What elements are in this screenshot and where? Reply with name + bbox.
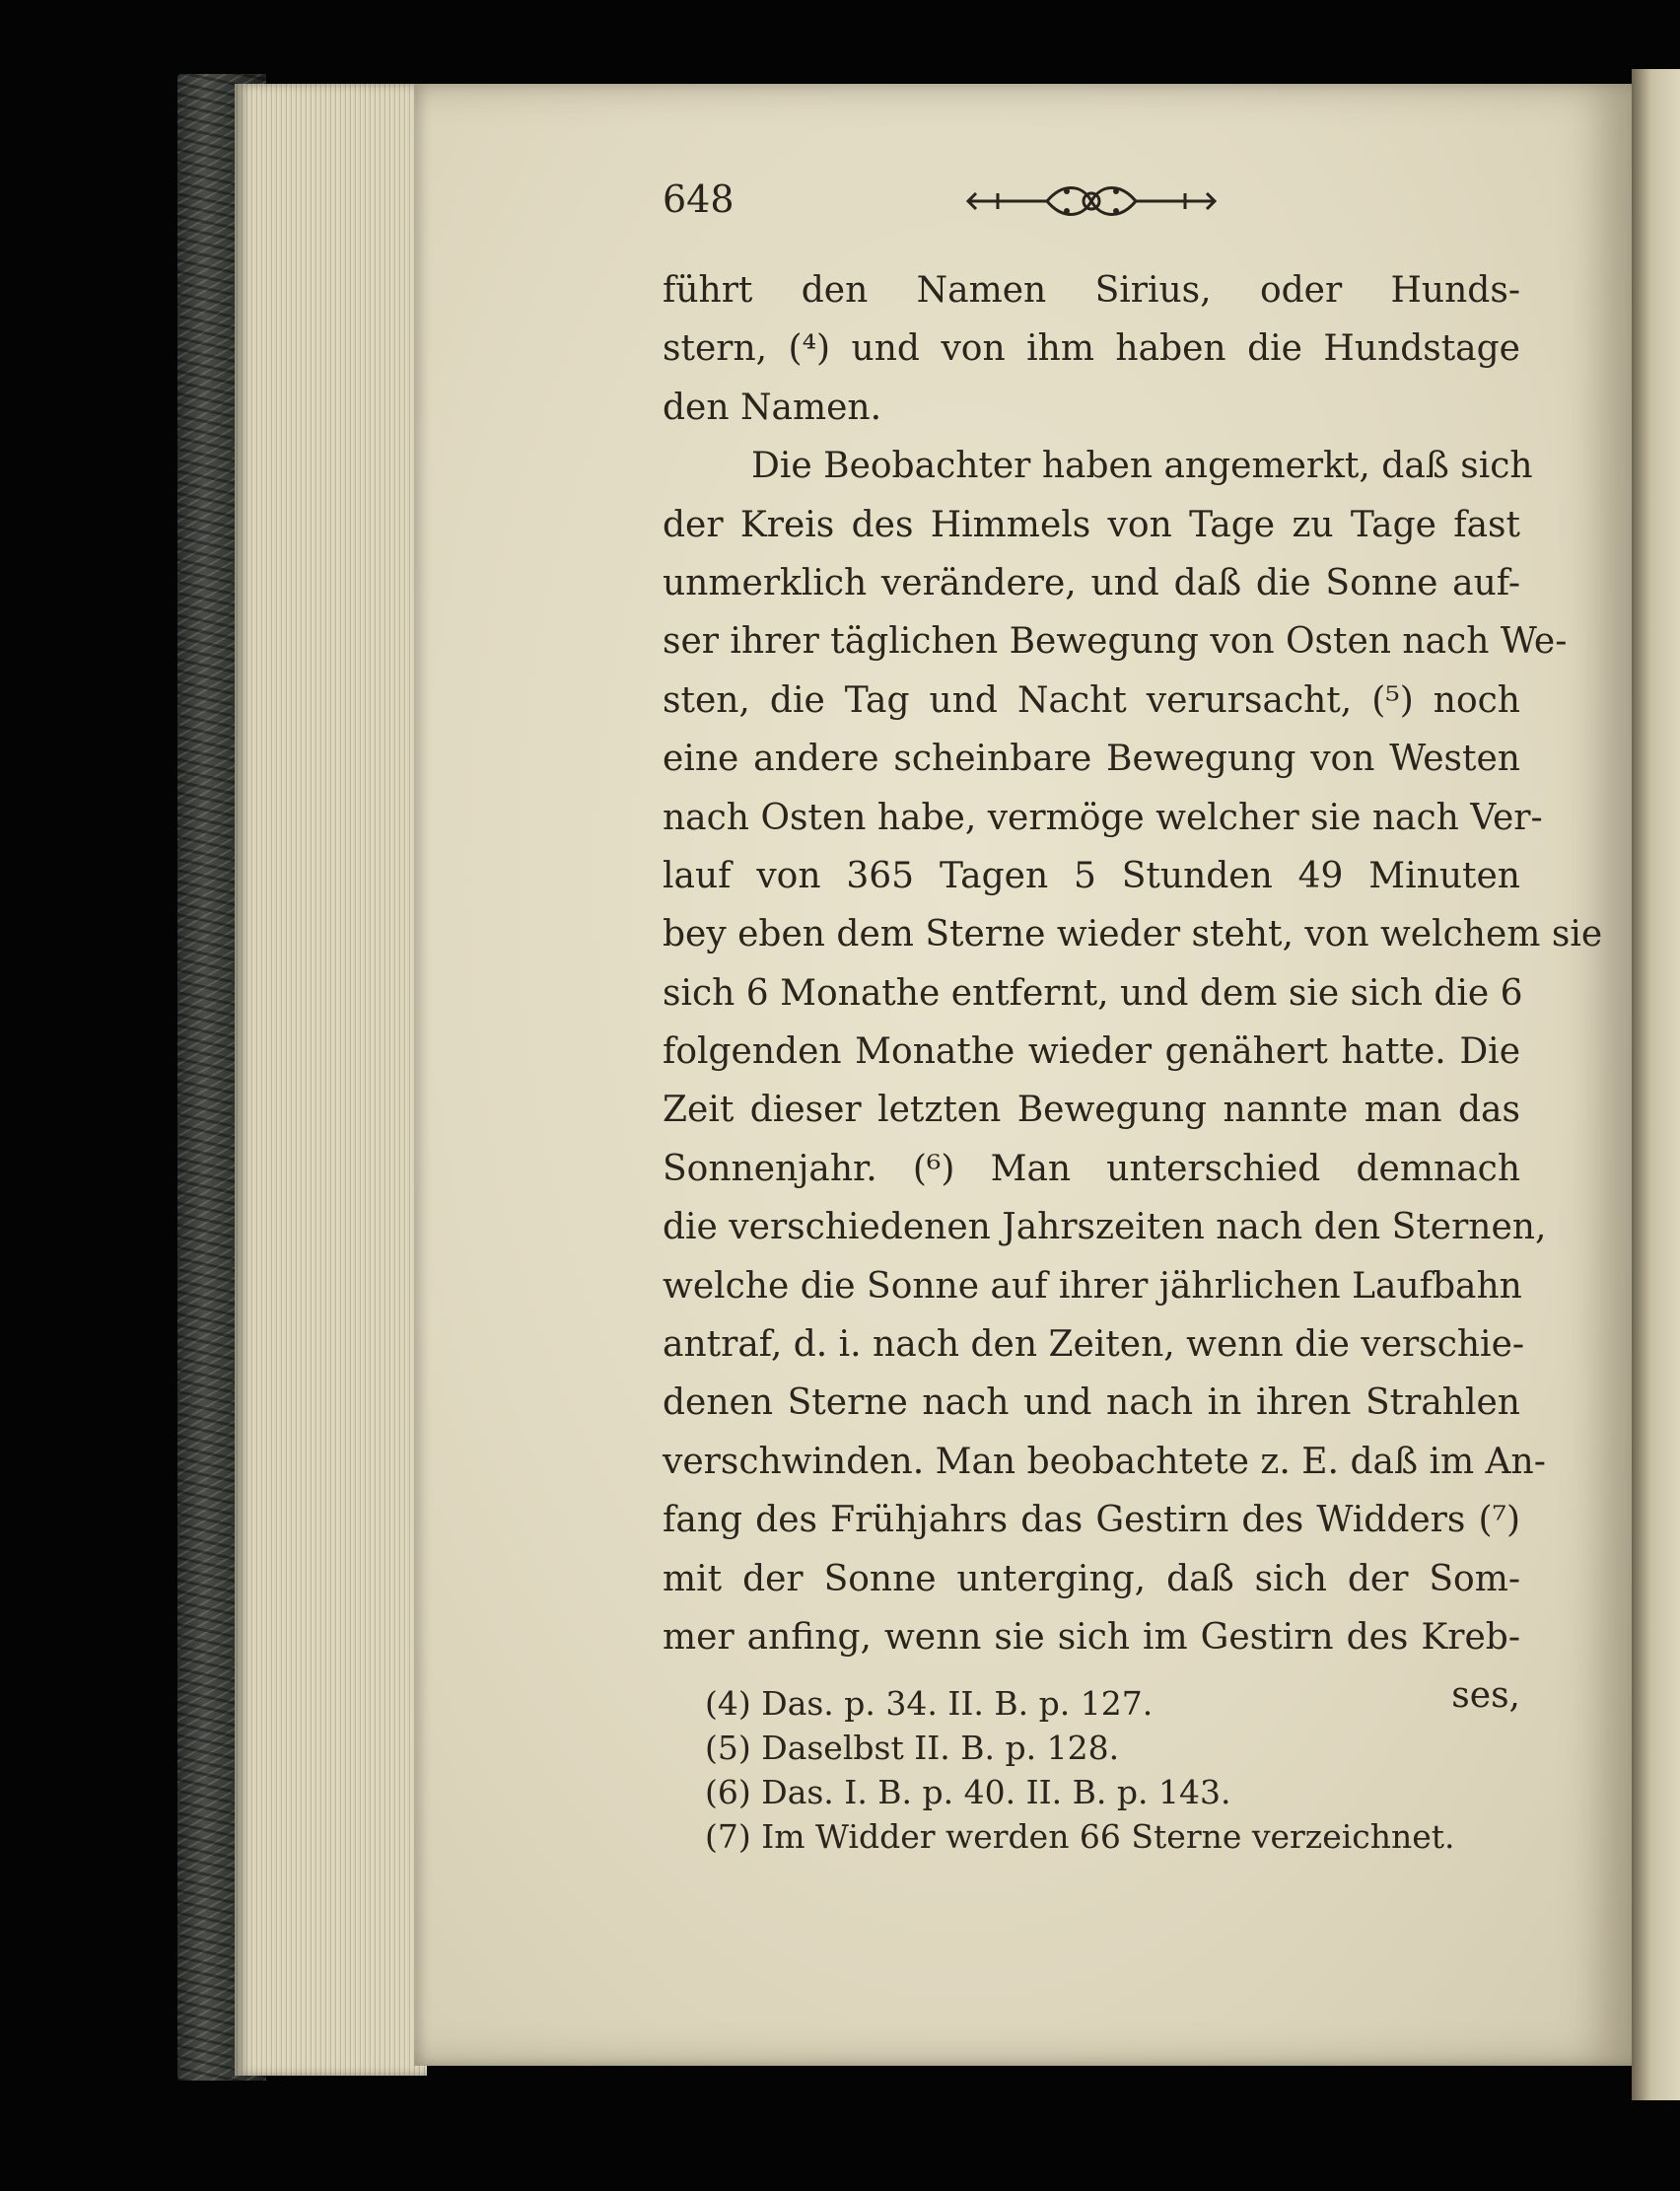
text-line: bey eben dem Sterne wieder steht, von welchem sie [663, 914, 1603, 955]
text-line: Sonnenjahr. (⁶) Man unterschied demnach [663, 1148, 1520, 1189]
page-number: 648 [663, 177, 735, 221]
text-line: folgenden Monathe wieder genähert hatte. Die [663, 1031, 1520, 1073]
text-line: lauf von 365 Tagen 5 Stunden 49 Minuten [663, 855, 1520, 896]
page-header [663, 177, 1254, 237]
text-line: nach Osten habe, vermöge welcher sie nach Ver- [663, 797, 1543, 838]
footnote: (6) Das. I. B. p. 40. II. B. p. 143. [705, 1773, 1231, 1811]
text-line: führt den Namen Sirius, oder Hunds- [663, 270, 1520, 311]
text-line: antraf, d. i. nach den Zeiten, wenn die verschie- [663, 1324, 1525, 1366]
text-line: die verschiedenen Jahrszeiten nach den Sternen, [663, 1207, 1547, 1248]
page-edges [235, 84, 427, 2076]
footnote: (7) Im Widder werden 66 Sterne verzeichnet. [705, 1817, 1455, 1856]
ornament-icon [958, 179, 1225, 223]
footnote: (4) Das. p. 34. II. B. p. 127. [705, 1684, 1154, 1723]
book-gutter [1632, 69, 1680, 2100]
text-line: der Kreis des Himmels von Tage zu Tage fast [663, 504, 1520, 545]
text-line: fang des Frühjahrs das Gestirn des Widders (⁷) [663, 1500, 1520, 1541]
text-line: mit der Sonne unterging, daß sich der Som- [663, 1558, 1520, 1599]
text-line: welche die Sonne auf ihrer jährlichen Laufbahn [663, 1265, 1522, 1307]
text-line: denen Sterne nach und nach in ihren Strahlen [663, 1382, 1520, 1424]
text-line: ser ihrer täglichen Bewegung von Osten nach We- [663, 621, 1568, 663]
text-line: stern, (⁴) und von ihm haben die Hundstage [663, 328, 1520, 370]
text-line: verschwinden. Man beobachtete z. E. daß im An- [663, 1441, 1546, 1482]
text-line: Die Beobachter haben angemerkt, daß sich [751, 446, 1533, 487]
text-line: mer anfing, wenn sie sich im Gestirn des Kreb- [663, 1616, 1520, 1658]
text-line: sich 6 Monathe entfernt, und dem sie sich die 6 [663, 972, 1523, 1014]
catchword: ses, [1451, 1675, 1520, 1717]
text-line: sten, die Tag und Nacht verursacht, (⁵) noch [663, 679, 1520, 721]
text-line: eine andere scheinbare Bewegung von Westen [663, 739, 1520, 780]
text-line: den Namen. [663, 387, 882, 428]
body-text [663, 261, 1603, 1726]
footnotes [705, 1681, 1523, 1859]
text-line: Zeit dieser letzten Bewegung nannte man das [663, 1090, 1520, 1131]
text-line: unmerklich verändere, und daß die Sonne auf- [663, 562, 1520, 603]
footnote: (5) Daselbst II. B. p. 128. [705, 1729, 1120, 1767]
